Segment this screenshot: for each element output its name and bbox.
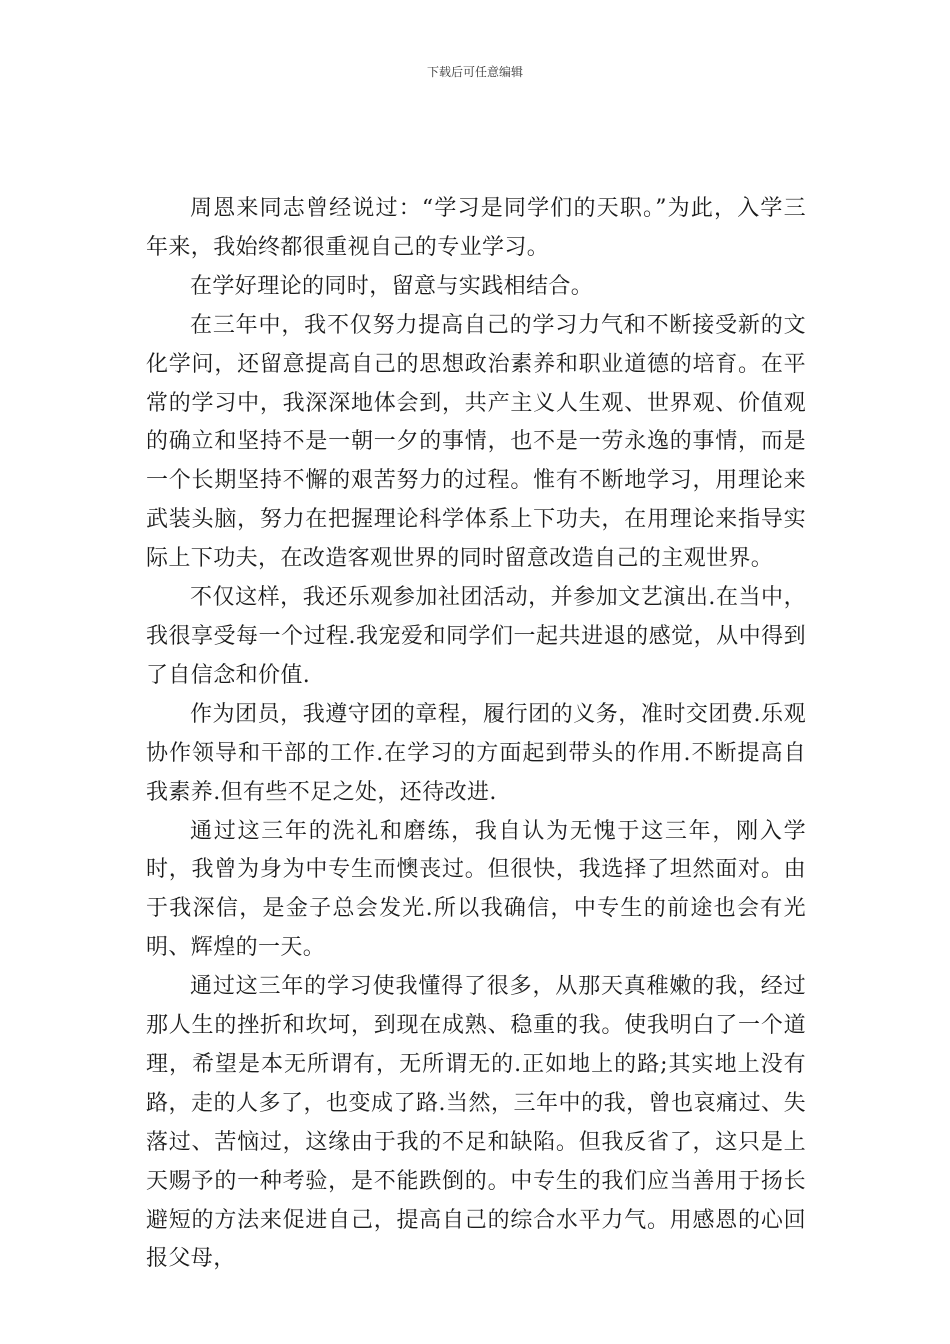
document-body [146,190,806,1279]
paragraph: 通过这三年的学习使我懂得了很多，从那天真稚嫩的我，经过那人生的挫折和坎坷，到现在成熟、稳重的我。使我明白了一个道理，希望是本无所谓有，无所谓无的.正如地上的路;其实地上没有路，走的人多了，也变成了路.当然，三年中的我，曾也哀痛过、失落过、苦恼过，这缘由于我的不足和缺陷。但我反省了，这只是上天赐予的一种考验，是不能跌倒的。中专生的我们应当善用于扬长避短的方法来促进自己，提高自己的综合水平力气。用感恩的心回报父母， [146,974,806,1272]
paragraph: 在三年中，我不仅努力提高自己的学习力气和不断接受新的文化学问，还留意提高自己的思想政治素养和职业道德的培育。在平常的学习中，我深深地体会到，共产主义人生观、世界观、价值观的确立和坚持不是一朝一夕的事情，也不是一劳永逸的事情，而是一个长期坚持不懈的艰苦努力的过程。惟有不断地学习，用理论来武装头脑，努力在把握理论科学体系上下功夫，在用理论来指导实际上下功夫，在改造客观世界的同时留意改造自己的主观世界。 [146,312,806,572]
paragraph: 作为团员，我遵守团的章程，履行团的义务，准时交团费.乐观协作领导和干部的工作.在学习的方面起到带头的作用.不断提高自我素养.但有些不足之处，还待改进. [146,701,806,805]
paragraph: 周恩来同志曾经说过：“学习是同学们的天职。”为此，入学三年来，我始终都很重视自己的专业学习。 [146,196,806,260]
paragraph: 通过这三年的洗礼和磨练，我自认为无愧于这三年，刚入学时，我曾为身为中专生而懊丧过。但很快，我选择了坦然面对。由于我深信，是金子总会发光.所以我确信，中专生的前途也会有光明、辉煌的一天。 [146,818,806,961]
paragraph: 在学好理论的同时，留意与实践相结合。 [190,273,594,299]
page-header: 下载后可任意编辑 [426,65,523,79]
paragraph: 不仅这样，我还乐观参加社团活动，并参加文艺演出.在当中，我很享受每一个过程.我宠爱和同学们一起共进退的感觉，从中得到了自信念和价值. [146,585,806,688]
